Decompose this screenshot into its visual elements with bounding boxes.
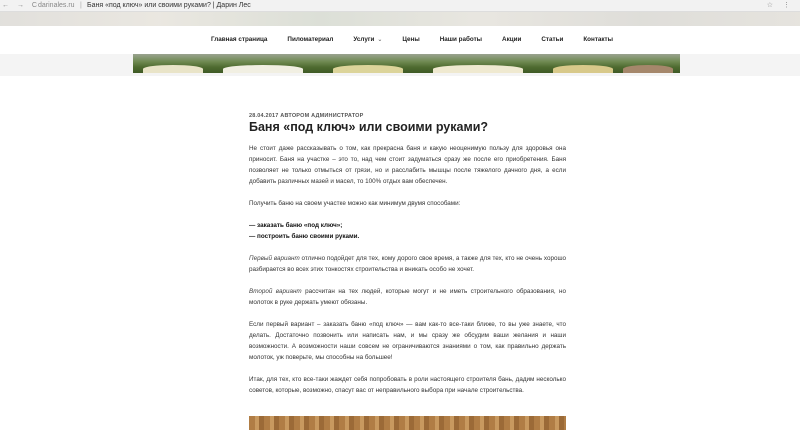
nav-item-prices[interactable] (402, 26, 419, 54)
nav-item-contacts[interactable] (583, 26, 613, 54)
paragraph: Если первый вариант – заказать баню «под ключ» — вам как-то все-таки ближе, то вы уже знаете, что делать. Достаточно позвонить или написать нам, и мы сразу же обсудим ваши желания и наши возможности. А возможности наши совсем не ограничиваются знаниями о том, как правильно держать молоток, уж поверьте, мы способны на большее! (249, 321, 566, 361)
hero-flower-patch (433, 65, 523, 73)
hero-garden-image (133, 54, 680, 73)
post-date[interactable]: 28.04.2017 (249, 113, 279, 119)
paragraph: Не стоит даже рассказывать о том, как прекрасна баня и какую неоценимую пользу для здоровья она приносит. Баня на участке – это то, над чем стоит задуматься сразу же после его приобретения. Баня позволяет не только отмыться от грязи, но и расслабить мышцы после тяжелого дачного дня, а если добавить различных мазей и масел, то 100% отдых вам обеспечен. (249, 145, 566, 185)
address-separator: | (80, 2, 82, 9)
list-item (249, 220, 566, 231)
paragraph (249, 253, 566, 275)
browser-menu-icons[interactable]: ☆ ⋮ (766, 2, 794, 9)
post-title: Баня «под ключ» или своими руками? (249, 120, 489, 134)
nav-item-services[interactable] (353, 26, 382, 54)
paragraph (249, 286, 566, 308)
option-one-label: Первый вариант (249, 255, 300, 262)
nav-item-label: Услуги (353, 36, 375, 43)
post-content (249, 143, 566, 407)
nav-item-label: Статьи (541, 36, 564, 43)
option-two-text: рассчитан на тех людей, которые могут и не иметь строительного образования, но молоток в руке держать умеют обязаны. (249, 288, 567, 306)
list-item (249, 231, 566, 242)
nav-item-lumber[interactable] (287, 26, 333, 54)
post-meta (249, 113, 364, 119)
hero-flower-patch (553, 65, 613, 73)
paragraph: Итак, для тех, кто все-таки жаждет себя попробовать в роли настоящего строителя бань, дадим несколько советов, которые, возможно, спасут вас от неправильного выбора при начале строительства. (249, 376, 566, 394)
address-bar-url[interactable]: darinales.ru (38, 2, 75, 9)
browser-nav-icons[interactable]: ← → C (2, 2, 40, 9)
list-item-order: — заказать баню «под ключ»; (249, 222, 343, 229)
nav-item-label: Пиломатериал (287, 36, 334, 43)
nav-item-articles[interactable] (541, 26, 563, 54)
nav-item-label: Наши работы (439, 36, 483, 43)
option-two-label: Второй вариант (249, 288, 302, 295)
post-author-prefix: АВТОРОМ (280, 113, 310, 119)
hero-flower-patch (333, 65, 403, 73)
main-navigation (0, 26, 800, 55)
hero-flower-patch (143, 65, 203, 73)
hero-flower-patch (623, 65, 673, 73)
hero-flower-patch (223, 65, 303, 73)
nav-item-label: Контакты (583, 36, 614, 43)
nav-item-portfolio[interactable] (440, 26, 482, 54)
nav-item-promotions[interactable] (502, 26, 521, 54)
nav-item-home[interactable] (211, 26, 267, 54)
nav-item-label: Главная страница (211, 36, 268, 43)
header-background-strip (0, 12, 800, 26)
post-author[interactable]: АДМИНИСТРАТОР (311, 113, 364, 119)
article-wood-image (249, 416, 566, 430)
paragraph: Получить баню на своем участке можно как минимум двумя способами: (249, 200, 461, 207)
nav-item-label: Цены (402, 36, 420, 43)
browser-tab-title: Баня «под ключ» или своими руками? | Дарин Лес (87, 2, 251, 9)
option-one-text: отлично подойдет для тех, кому дорого свое время, а также для тех, кто не очень хорошо разбирается во всех этих тонкостях строительства и вникать особо не хочет. (249, 255, 567, 273)
chevron-down-icon: ⌄ (377, 37, 383, 43)
list-item-diy: — построить баню своими руками. (249, 233, 360, 240)
browser-toolbar (0, 0, 800, 12)
nav-item-label: Акции (502, 36, 522, 43)
